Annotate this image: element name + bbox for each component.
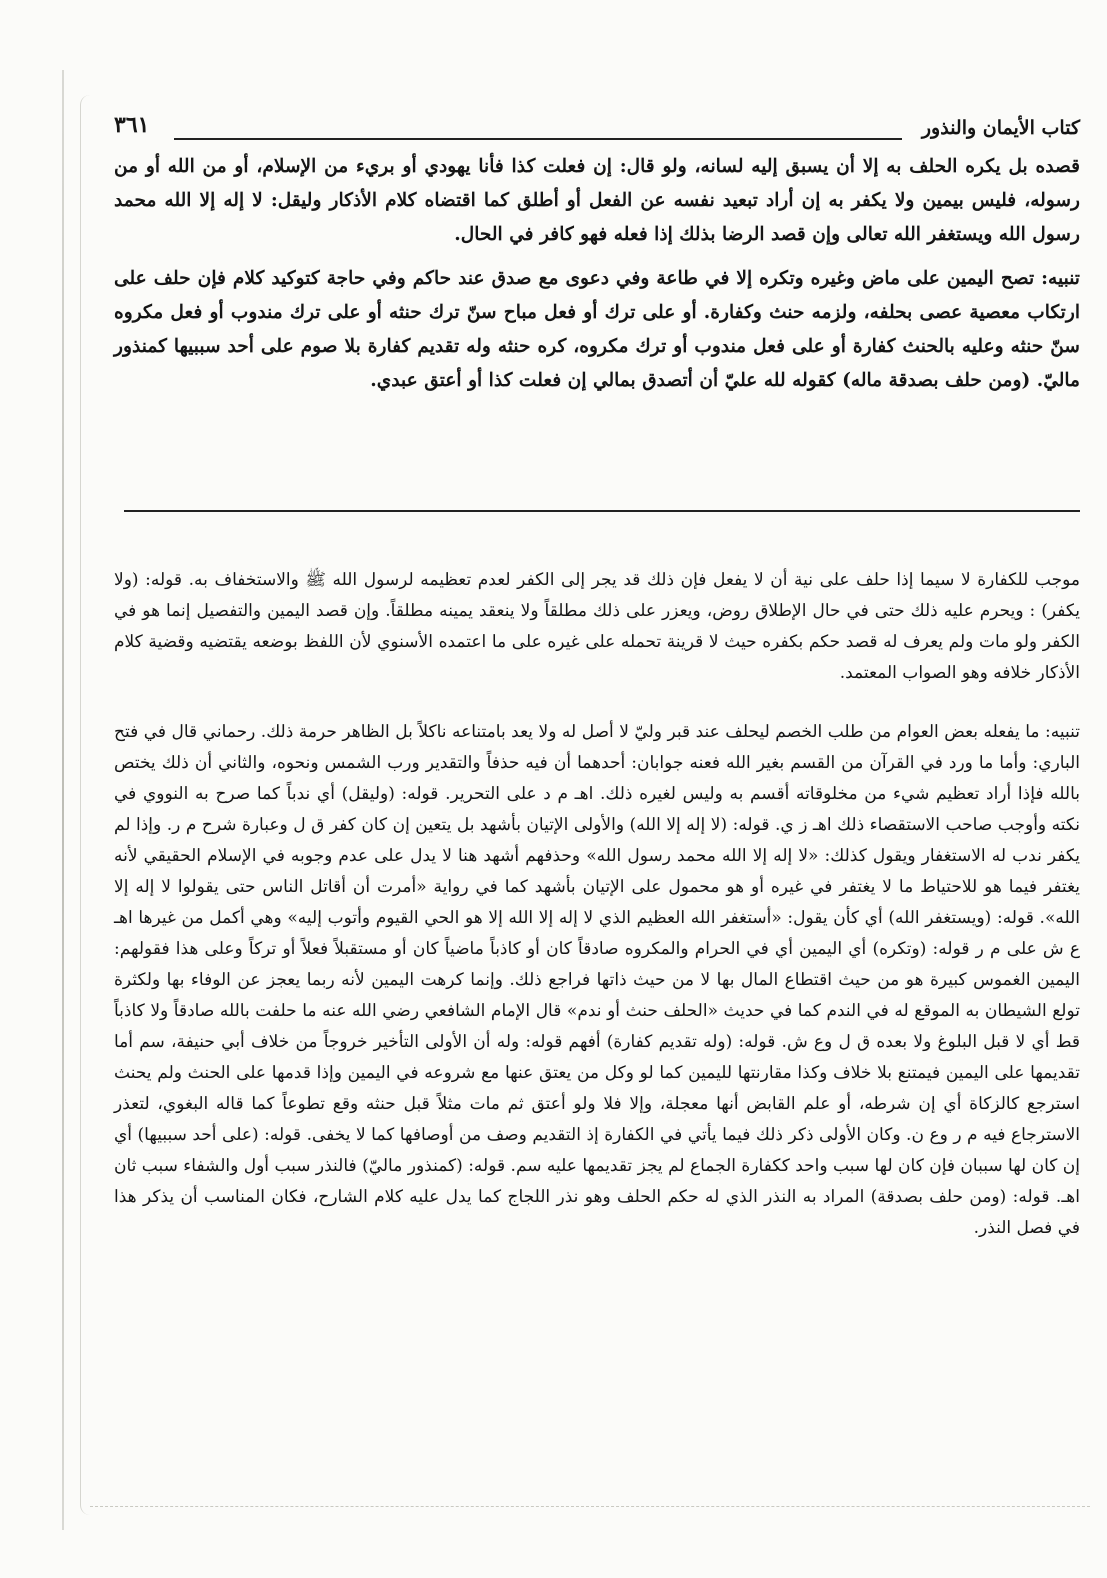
chapter-title: كتاب الأيمان والنذور [921, 117, 1080, 139]
commentary-block-2 [114, 717, 1080, 1244]
page-edge [62, 70, 64, 1530]
page-header [114, 112, 1080, 150]
main-text [114, 150, 1080, 398]
page-number: ٣٦١ [114, 112, 150, 138]
section-divider [124, 510, 1080, 512]
commentary-block-1 [114, 565, 1080, 689]
main-paragraph-1: قصده بل يكره الحلف به إلا أن يسبق إليه لسانه، ولو قال: إن فعلت كذا فأنا يهودي أو بريء من الإسلام، أو من الله أو من رسوله، فليس بيمين ولا يكفر به إن أراد تبعيد نفسه عن الفعل أو أطلق كما اقتضاه كلام الأذكار وليقل: لا إله إلا الله محمد رسول الله ويستغفر الله تعالى وإن قصد الرضا بذلك إذا فعله فهو كافر في الحال. [114, 156, 1080, 245]
commentary-paragraph-2: تنبيه: ما يفعله بعض العوام من طلب الخصم ليحلف عند قبر وليّ لا أصل له ولا يعد بامتناعه ناكلاً بل الظاهر حرمة ذلك. رحماني قال في فتح الباري: وأما ما ورد في القرآن من القسم بغير الله فعنه جوابان: أحدهما أن فيه حذفاً والتقدير ورب الشمس ونحوه، والثاني أن ذلك يختص بالله فإذا أراد تعظيم شيء من مخلوقاته أقسم به وليس لغيره ذلك. اهـ م د على التحرير. قوله: (وليقل) أي ندباً كما صرح به النووي في نكته وأوجب صاحب الاستقصاء ذلك اهـ ز ي. قوله: (لا إله إلا الله) والأولى الإتيان بأشهد بل يتعين إن كان كفر ق ل وعبارة شرح م ر. وإذا لم يكفر ندب له الاستغفار ويقول كذلك: «لا إله إلا الله محمد رسول الله» وحذفهم أشهد هنا لا يدل على عدم وجوبه في الإسلام الحقيقي لأنه يغتفر فيما هو للاحتياط ما لا يغتفر في غيره أو هو محمول على الإتيان بأشهد كما في رواية «أمرت أن أقاتل الناس حتى يقولوا لا إله إلا الله». قوله: (ويستغفر الله) أي كأن يقول: «أستغفر الله العظيم الذي لا إله إلا الله إلا هو الحي القيوم وأتوب إليه» وهي أكمل من غيرها اهـ ع ش على م ر قوله: (وتكره) أي اليمين أي في الحرام والمكروه صادقاً كان أو كاذباً ماضياً كان أو مستقبلاً فعلاً أو تركاً وعلى هذا فقولهم: اليمين الغموس كبيرة هو من حيث اقتطاع المال بها لا من حيث ذاتها فراجع ذلك. وإنما كرهت اليمين لأنه ربما يعجز عن الوفاء بها ولكثرة تولع الشيطان به الموقع له في الندم كما في حديث «الحلف حنث أو ندم» قال الإمام الشافعي رضي الله عنه ما حلفت بالله صادقاً ولا كاذباً قط أي لا قبل البلوغ ولا بعده ق ل وع ش. قوله: (وله تقديم كفارة) أفهم قوله: وله أن الأولى التأخير خروجاً من خلاف أبي حنيفة، سم أما تقديمها على اليمين فيمتنع بلا خلاف وكذا مقارنتها لليمين كما لو وكل من يعتق عنها مع شروعه في اليمين وإذا قدمها على الحنث ولم يحنث استرجع كالزكاة أي إن شرطه، أو علم القابض أنها معجلة، وإلا فلا ولو أعتق ثم مات مثلاً قبل حنثه وقع تطوعاً كما قاله البغوي، لتعذر الاسترجاع فيه م ر وع ن. وكان الأولى ذكر ذلك فيما يأتي في الكفارة إذ التقديم وصف من أوصافها كما لا يخفى. قوله: (على أحد سببيها) أي إن كان لها سببان فإن كان لها سبب واحد ككفارة الجماع لم يجز تقديمها عليه سم. قوله: (كمنذور ماليّ) فالنذر سبب أول والشفاء سبب ثان اهـ. قوله: (ومن حلف بصدقة) المراد به النذر الذي له حكم الحلف وهو نذر اللجاج كما يدل عليه كلام الشارح، فكان المناسب أن يذكر هذا في فصل النذر. [114, 722, 1080, 1238]
header-rule [174, 138, 902, 140]
scan-bottom-edge [90, 1506, 1090, 1507]
commentary-paragraph-1: موجب للكفارة لا سيما إذا حلف على نية أن لا يفعل فإن ذلك قد يجر إلى الكفر لعدم تعظيمه لرسول الله ﷺ والاستخفاف به. قوله: (ولا يكفر) : ويحرم عليه ذلك حتى في حال الإطلاق روض، ويعزر على ذلك مطلقاً ولا ينعقد يمينه مطلقاً. وإن قصد اليمين والتفصيل إنما هو في الكفر ولو مات ولم يعرف له قصد حكم بكفره حيث لا قرينة تحمله على غيره على ما اعتمده الأسنوي لأن اللفظ بوضعه يقتضيه وقضية كلام الأذكار خلافه وهو الصواب المعتمد. [114, 570, 1080, 683]
main-paragraph-2: تنبيه: تصح اليمين على ماض وغيره وتكره إلا في طاعة وفي دعوى مع صدق عند حاكم وفي حاجة كتوكيد كلام فإن حلف على ارتكاب معصية عصى بحلفه، ولزمه حنث وكفارة. أو على ترك أو فعل مباح سنّ ترك حنثه أو على ترك مندوب أو فعل مكروه سنّ حنثه وعليه بالحنث كفارة أو على فعل مندوب أو ترك مكروه، كره حنثه وله تقديم كفارة بلا صوم على أحد سببيها كمنذور ماليّ. (ومن حلف بصدقة ماله) كقوله لله عليّ أن أتصدق بمالي إن فعلت كذا أو أعتق عبدي. [114, 268, 1080, 391]
page-binding-curl [80, 95, 99, 1515]
